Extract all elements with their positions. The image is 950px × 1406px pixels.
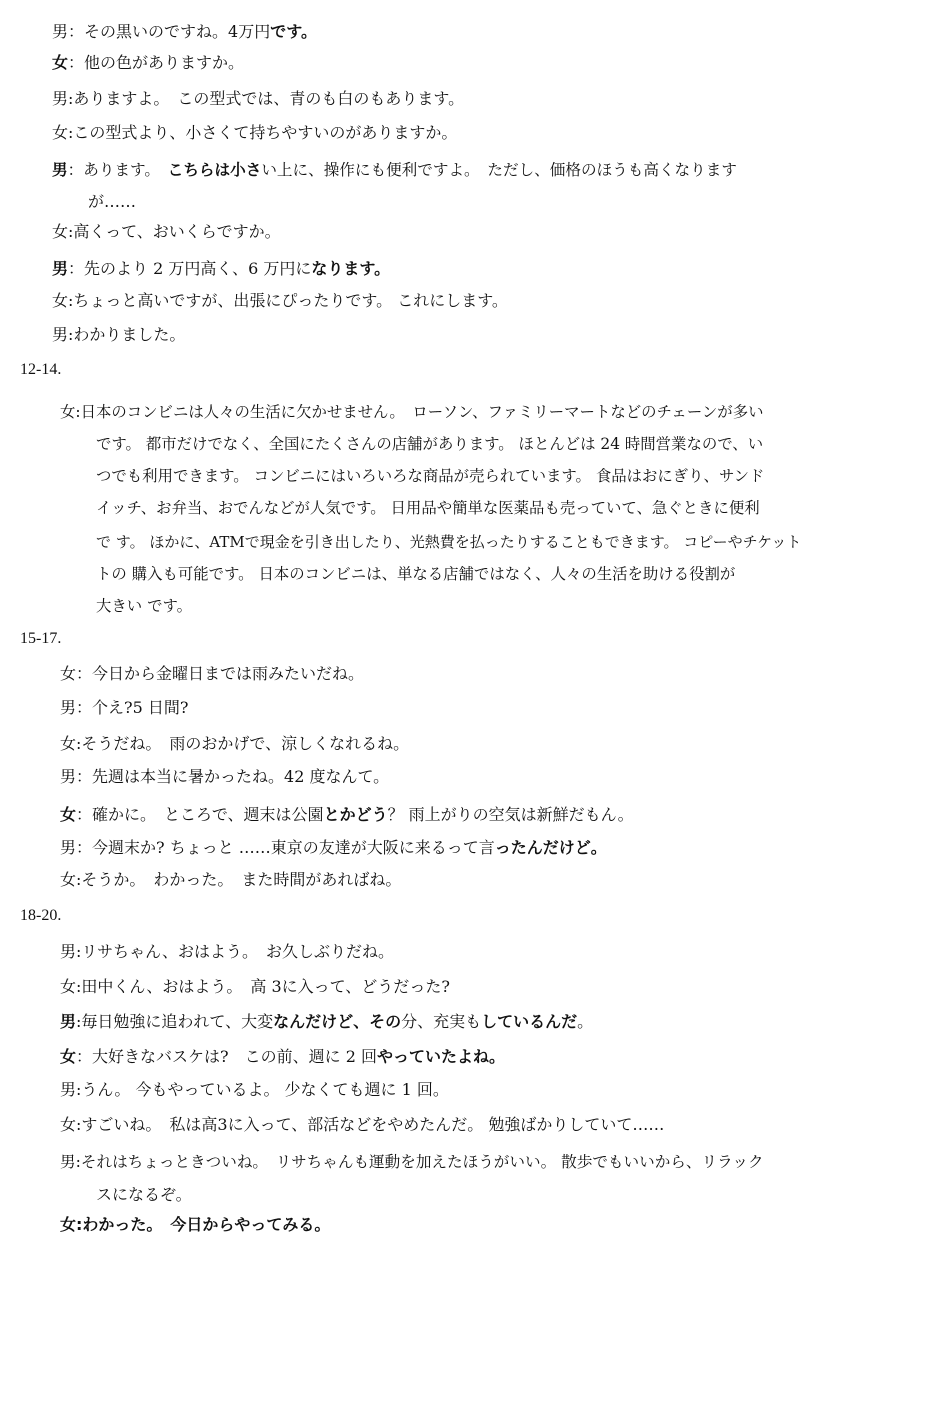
line-text-emphasis: なります。	[311, 259, 391, 278]
dialogue-line	[60, 1115, 664, 1135]
speaker-label: 男	[60, 942, 77, 961]
line-text: 今週末か? ちょっと ……東京の友達が大阪に来るって言	[92, 838, 495, 857]
line-text: 今日から金曜日までは雨みたいだね。	[92, 664, 365, 683]
separator: :	[68, 291, 74, 310]
line-text: そうか。 わかった。 また時間があればね。	[81, 870, 402, 889]
line-text: あります。	[83, 161, 168, 179]
line-text: すごいね。 私は高3に入って、部活などをやめたんだ。 勉強ばかりしていて……	[81, 1115, 665, 1134]
line-text-emphasis: とかどう	[323, 805, 388, 824]
line-text: 田中くん、おはよう。 高 3に入って、どうだった?	[81, 977, 450, 996]
dialogue-line	[60, 1012, 593, 1032]
line-text-emphasis: しているんだ	[481, 1012, 578, 1031]
dialogue-line	[52, 259, 390, 279]
line-text: ？ 雨上がりの空気は新鮮だもん。	[387, 805, 634, 824]
separator: :	[75, 403, 81, 421]
speaker-label: 女	[60, 870, 77, 889]
line-text: リサちゃん、おはよう。 お久しぶりだね。	[81, 942, 395, 961]
speaker-label: 男	[60, 1012, 77, 1031]
line-text: その黒いのですね。4万円	[84, 22, 271, 41]
line-text: 高くって、おいくらですか。	[73, 222, 281, 241]
dialogue-line	[60, 870, 401, 890]
line-text-emphasis: こちらは小さ	[167, 161, 262, 179]
separator: ：	[76, 1047, 93, 1066]
monologue-line: で す。 ほかに、ATMで現金を引き出したり、光熱費を払ったりすることもできます。 コピーやチケット	[96, 533, 802, 551]
separator: :	[76, 1012, 82, 1031]
line-text: ちょっと高いですが、出張にぴったりです。 これにします。	[73, 291, 508, 310]
separator: ：	[67, 161, 84, 179]
speaker-label: 女	[52, 291, 69, 310]
monologue-line	[60, 402, 763, 422]
separator: :	[68, 222, 74, 241]
speaker-label: 男	[52, 161, 68, 179]
speaker-label: 男	[60, 1080, 77, 1099]
speaker-label: 男	[52, 22, 69, 41]
line-text-emphasis: なんだけど、その	[273, 1012, 402, 1031]
speaker-label: 男	[60, 767, 77, 786]
speaker-label: 女	[60, 664, 77, 683]
monologue-line: トの 購入も可能です。 日本のコンビニは、単なる店舗ではなく、人々の生活を助ける役割が	[96, 565, 736, 583]
separator: :	[68, 123, 74, 142]
speaker-label: 女	[60, 403, 76, 421]
dialogue-line-long	[52, 160, 737, 180]
dialogue-line	[52, 222, 281, 242]
line-text: それはちょっときついね。 リサちゃんも運動を加えたほうがいい。 散歩でもいいから、リラック	[80, 1153, 764, 1171]
speaker-label: 男	[60, 838, 77, 857]
dialogue-line	[52, 89, 464, 109]
monologue-line: イッチ、お弁当、おでんなどが人気です。 日用品や簡単な医薬品も売っていて、急ぐときに便利	[96, 499, 760, 517]
line-text: い上に、操作にも便利ですよ。 ただし、価格のほうも高くなります	[261, 161, 737, 179]
speaker-label: 男	[60, 1153, 76, 1171]
dialogue-line	[52, 22, 317, 42]
speaker-label: 男	[52, 89, 69, 108]
dialogue-line	[60, 734, 409, 754]
separator: ：	[68, 22, 85, 41]
dialogue-line	[60, 805, 634, 825]
dialogue-line	[60, 698, 188, 718]
speaker-label: 女	[52, 123, 69, 142]
speaker-label: 女	[60, 1115, 77, 1134]
speaker-label: 女	[60, 805, 77, 824]
section-heading: 18-20.	[20, 907, 62, 924]
separator: ：	[68, 259, 85, 278]
dialogue-line-continuation	[96, 1185, 192, 1205]
speaker-label: 女	[52, 222, 69, 241]
dialogue-line	[52, 291, 508, 311]
dialogue-line	[60, 767, 389, 787]
separator: ：	[68, 53, 85, 72]
separator: ：	[76, 698, 93, 717]
dialogue-line-continuation	[88, 192, 136, 212]
line-text: 先のより 2 万円高く、6 万円に	[84, 259, 312, 278]
line-text-emphasis: やっていたよね。	[376, 1047, 505, 1066]
dialogue-line	[60, 1047, 505, 1067]
speaker-label: 女	[60, 977, 77, 996]
speaker-label: 男	[52, 325, 69, 344]
separator: ：	[76, 805, 93, 824]
line-text: そうだね。 雨のおかげで、涼しくなれるね。	[81, 734, 410, 753]
line-text: ありますよ。 この型式では、青のも白のもあります。	[73, 89, 465, 108]
speaker-label: 女	[60, 1215, 77, 1234]
line-text: わかりました。	[73, 325, 186, 344]
line-text: 大好きなバスケは? この前、週に 2 回	[92, 1047, 377, 1066]
dialogue-line	[60, 664, 364, 684]
monologue-line: 大きい です。	[96, 597, 193, 615]
line-text: 毎日勉強に追われて、大変	[81, 1012, 274, 1031]
line-text: 確かに。 ところで、週末は公園	[92, 805, 324, 824]
dialogue-line-long	[60, 1152, 764, 1172]
line-text: 个え?5 日間?	[92, 698, 189, 717]
monologue-line: つでも利用できます。 コンビニにはいろいろな商品が売られています。 食品はおにぎり、サンド	[96, 467, 765, 485]
separator: :	[75, 1153, 81, 1171]
separator: :	[76, 977, 82, 996]
line-text: うん。 今もやっているよ。 少なくても週に 1 回。	[81, 1080, 449, 1099]
line-text-emphasis: です。	[270, 22, 317, 41]
separator: :	[68, 89, 74, 108]
speaker-label: 男	[52, 259, 69, 278]
line-text: この型式より、小さくて持ちやすいのがありますか。	[73, 123, 458, 142]
speaker-label: 男	[60, 698, 77, 717]
line-text: わかった。 今日からやってみる。	[82, 1215, 331, 1234]
separator: :	[76, 870, 82, 889]
separator: :	[76, 1215, 83, 1234]
line-text: 。	[577, 1012, 594, 1031]
separator: :	[76, 942, 82, 961]
section-heading: 12-14.	[20, 361, 62, 378]
separator: ：	[76, 767, 93, 786]
section-heading: 15-17.	[20, 630, 62, 647]
line-text: 分、充実も	[401, 1012, 482, 1031]
line-text: が……	[88, 192, 137, 211]
dialogue-line	[52, 53, 244, 73]
dialogue-line	[60, 942, 394, 962]
speaker-label: 女	[52, 53, 69, 72]
separator: :	[68, 325, 74, 344]
line-text: 先週は本当に暑かったね。42 度なんて。	[92, 767, 390, 786]
dialogue-line	[60, 1080, 449, 1100]
line-text: 他の色がありますか。	[84, 53, 245, 72]
speaker-label: 女	[60, 734, 77, 753]
separator: :	[76, 734, 82, 753]
separator: ：	[76, 664, 93, 683]
separator: ：	[76, 838, 93, 857]
monologue-line: です。 都市だけでなく、全国にたくさんの店舗があります。 ほとんどは 24 時間営業なので、い	[96, 435, 764, 453]
speaker-label: 女	[60, 1047, 77, 1066]
dialogue-line	[52, 123, 457, 143]
dialogue-line	[52, 325, 185, 345]
separator: :	[76, 1115, 82, 1134]
separator: :	[76, 1080, 82, 1099]
dialogue-line	[60, 977, 450, 997]
line-text: 日本のコンビニは人々の生活に欠かせません。 ローソン、ファミリーマートなどのチェーンが多い	[80, 403, 764, 421]
dialogue-line	[60, 838, 607, 858]
line-text: スになるぞ。	[96, 1185, 192, 1204]
dialogue-line	[60, 1215, 330, 1235]
line-text-emphasis: ったんだけど。	[494, 838, 607, 857]
